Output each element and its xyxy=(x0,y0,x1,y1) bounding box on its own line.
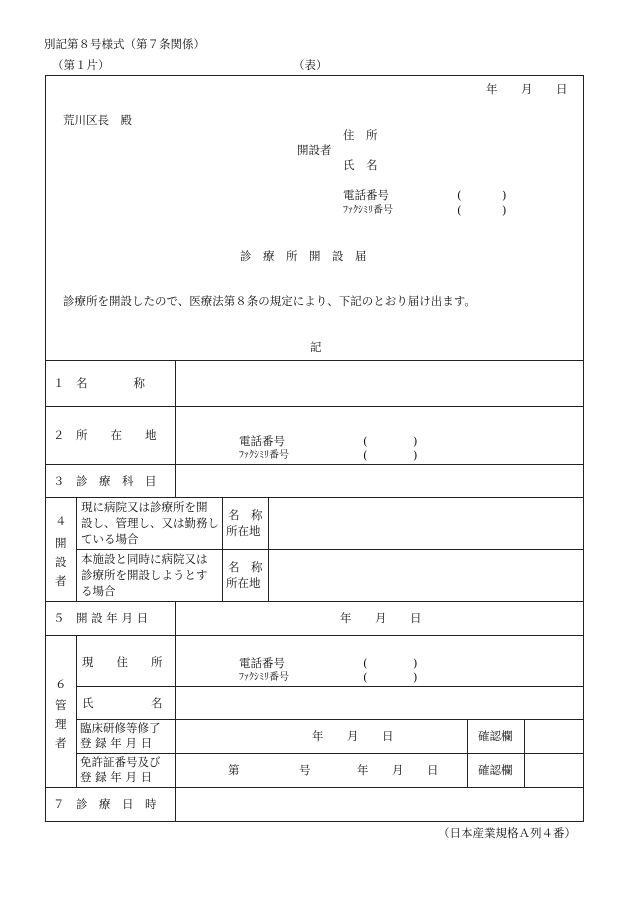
row6-license-dai: 第 xyxy=(228,763,240,777)
row2-phone-label: 電話番号 xyxy=(239,434,285,448)
row-divider xyxy=(45,464,583,465)
row7-label: ７ 診 療 日 時 xyxy=(53,797,157,811)
date-month: 月 xyxy=(521,82,533,96)
row6-license-year: 年 xyxy=(357,763,369,777)
col-divider xyxy=(222,497,223,601)
row6-phone-paren-open: ( xyxy=(363,656,368,670)
row4-vertical-char: 設 xyxy=(55,555,67,569)
col-divider xyxy=(175,787,176,821)
col-divider xyxy=(76,635,77,787)
row2-fax-paren-close: ) xyxy=(413,448,418,462)
row6-clinic-year: 年 xyxy=(312,729,324,743)
row6-clinic-label-line2: 登 録 年 月 日 xyxy=(80,736,153,750)
addressee: 荒川区長 殿 xyxy=(63,113,132,127)
departments-field[interactable] xyxy=(177,466,581,495)
row4b-meisho-label: 名 称 xyxy=(228,560,263,574)
col-divider xyxy=(175,635,176,787)
row2-label: ２ 所 在 地 xyxy=(53,428,157,442)
col-divider xyxy=(268,497,269,601)
ki-heading: 記 xyxy=(310,340,322,354)
row6-license-go: 号 xyxy=(299,763,311,777)
row4a-text-line: ている場合 xyxy=(81,532,139,546)
col-divider xyxy=(76,497,77,601)
fax-paren-open: ( xyxy=(457,203,462,217)
opener-phone-label: 電話番号 xyxy=(343,188,389,202)
row5-label: ５ 開 設 年 月 日 xyxy=(53,611,149,625)
row-divider xyxy=(45,601,583,602)
row-divider xyxy=(45,787,583,788)
row5-month: 月 xyxy=(375,611,387,625)
opening-date-field[interactable] xyxy=(177,603,581,633)
row6-license-day: 日 xyxy=(427,763,439,777)
row6-vertical-char: 者 xyxy=(55,736,67,750)
row6-name-label: 氏 名 xyxy=(82,696,163,710)
row6-phone-label: 電話番号 xyxy=(239,656,285,670)
row-divider xyxy=(45,635,583,636)
frame-right xyxy=(583,75,584,822)
row6-clinic-month: 月 xyxy=(347,729,359,743)
row5-year: 年 xyxy=(340,611,352,625)
row-divider xyxy=(76,719,583,720)
row-divider xyxy=(45,406,583,407)
row3-label: ３ 診 療 科 目 xyxy=(53,474,157,488)
sheet-side: （表） xyxy=(293,58,328,72)
license-confirm-field[interactable] xyxy=(526,755,581,785)
row6-number: ６ xyxy=(55,677,67,691)
row6-vertical-char: 理 xyxy=(55,717,67,731)
col-divider xyxy=(175,360,176,497)
current-facility-field[interactable] xyxy=(270,499,581,547)
row2-fax-paren-open: ( xyxy=(363,448,368,462)
consultation-hours-field[interactable] xyxy=(177,789,581,819)
row-divider xyxy=(76,686,583,687)
row4b-text-line: 診療所を開設しようとす xyxy=(81,568,208,582)
facility-name-field[interactable] xyxy=(177,362,581,404)
row6-fax-label: ﾌｧｸｼﾐﾘ番号 xyxy=(239,672,289,683)
row6-vertical-char: 管 xyxy=(55,698,67,712)
row2-phone-paren-close: ) xyxy=(413,434,418,448)
row4b-text-line: 本施設と同時に病院又は xyxy=(81,552,208,566)
row6-clinic-confirm-label: 確認欄 xyxy=(478,729,513,743)
row6-clinic-day: 日 xyxy=(382,729,394,743)
col-divider xyxy=(524,719,525,787)
body-text: 診療所を開設したので、医療法第８条の規定により、下記のとおり届け出ます。 xyxy=(63,294,476,308)
row6-fax-paren-close: ) xyxy=(413,670,418,684)
row6-phone-paren-close: ) xyxy=(413,656,418,670)
opener-name-label: 氏 名 xyxy=(343,158,378,172)
row2-fax-label: ﾌｧｸｼﾐﾘ番号 xyxy=(239,450,289,461)
row6-license-month: 月 xyxy=(392,763,404,777)
row4b-shozaichi-label: 所在地 xyxy=(226,576,261,590)
col-divider xyxy=(175,601,176,635)
col-divider xyxy=(467,719,468,787)
manager-name-field[interactable] xyxy=(177,688,581,717)
row5-day: 日 xyxy=(410,611,422,625)
concurrent-facility-field[interactable] xyxy=(270,551,581,599)
row1-label: １ 名 称 xyxy=(53,376,145,390)
row2-phone-paren-open: ( xyxy=(363,434,368,448)
row4-vertical-char: 者 xyxy=(55,574,67,588)
manager-address-field[interactable] xyxy=(177,637,581,655)
location-field[interactable] xyxy=(177,408,581,432)
row4a-text-line: 現に病院又は診療所を開 xyxy=(81,500,208,514)
row-divider xyxy=(76,753,583,754)
row4a-shozaichi-label: 所在地 xyxy=(226,524,261,538)
row4a-meisho-label: 名 称 xyxy=(228,508,263,522)
opener-fax-label: ﾌｧｸｼﾐﾘ番号 xyxy=(343,205,393,216)
row-divider xyxy=(45,360,583,361)
date-day: 日 xyxy=(556,82,568,96)
row4-number: ４ xyxy=(55,514,67,528)
row6-address-label: 現 住 所 xyxy=(82,655,163,669)
phone-paren-close: ) xyxy=(502,188,507,202)
form-title: 別記第８号様式（第７条関係） xyxy=(44,37,205,51)
frame-left xyxy=(45,75,46,822)
row4-vertical-char: 開 xyxy=(55,536,67,550)
row-divider xyxy=(45,497,583,498)
date-year: 年 xyxy=(486,82,498,96)
fax-paren-close: ) xyxy=(502,203,507,217)
row4b-text-line: る場合 xyxy=(81,584,116,598)
opener-label: 開設者 xyxy=(297,143,332,157)
clinic-training-date-field[interactable] xyxy=(177,721,465,751)
sheet-number: （第１片） xyxy=(52,58,110,72)
clinic-confirm-field[interactable] xyxy=(526,721,581,751)
opener-address-label: 住 所 xyxy=(343,128,378,142)
row6-license-confirm-label: 確認欄 xyxy=(478,763,513,777)
license-number-field[interactable] xyxy=(177,755,465,785)
footer-note: （日本産業規格Ａ列４番） xyxy=(438,826,576,840)
row6-license-label-line1: 免許証番号及び xyxy=(80,755,161,769)
row6-clinic-label-line1: 臨床研修等修了 xyxy=(80,721,161,735)
document-title: 診 療 所 開 設 届 xyxy=(240,249,367,263)
row6-license-label-line2: 登 録 年 月 日 xyxy=(80,770,153,784)
row4a-text-line: 設し、管理し、又は勤務し xyxy=(81,516,219,530)
row-divider xyxy=(76,549,583,550)
phone-paren-open: ( xyxy=(457,188,462,202)
frame-top xyxy=(45,75,583,76)
frame-bottom xyxy=(45,821,583,822)
row6-fax-paren-open: ( xyxy=(363,670,368,684)
